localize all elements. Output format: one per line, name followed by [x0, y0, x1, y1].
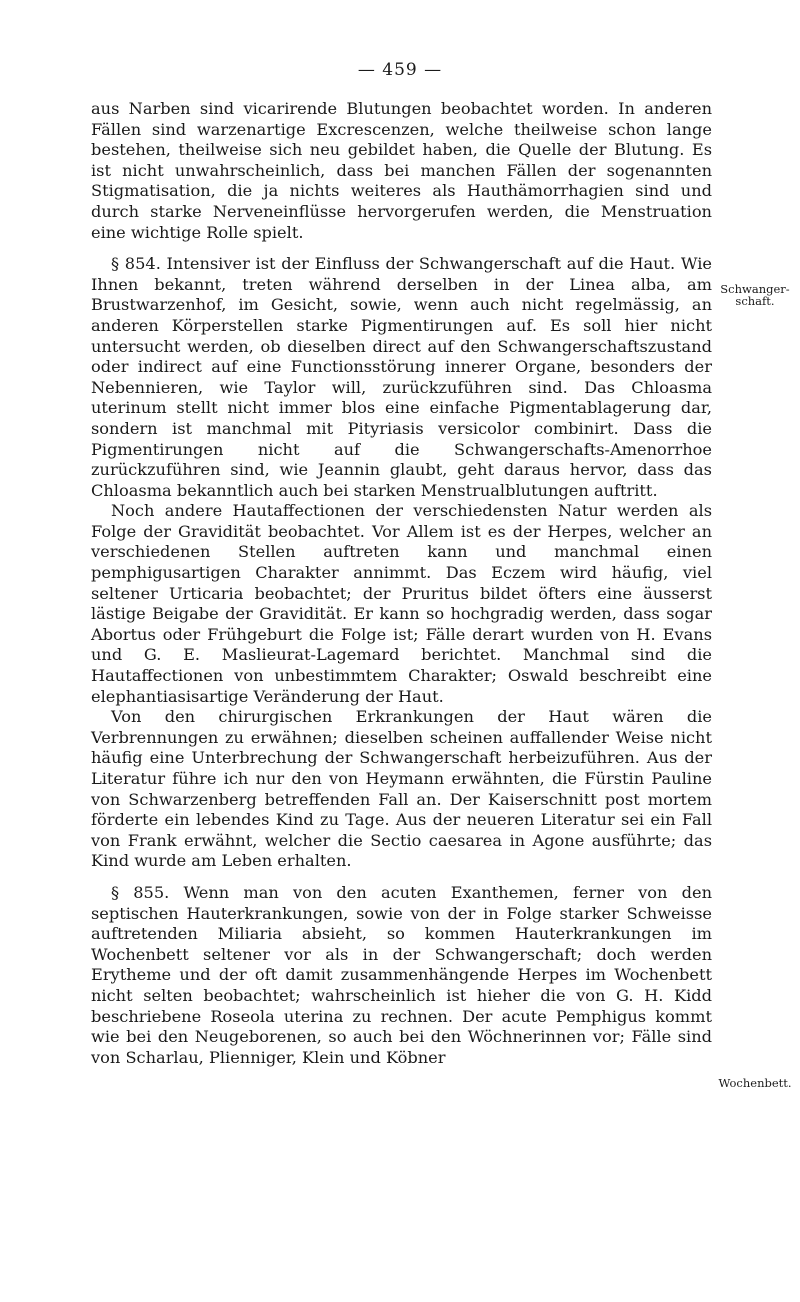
paragraph: Noch andere Hautaffectionen der verschiedensten Natur werden als Folge der Gravidität beobachtet. Vor Allem ist es der Herpes, welcher an verschiedenen Stellen auftreten kann und manchmal einen pemphigusartigen Charakter annimmt. Das Eczem wird häufig, viel seltener Urticaria beobachtet; der Pruritus bildet öfters eine äusserst lästige Beigabe der Gravidität. Er kann so hochgradig werden, dass sogar Abortus oder Frühgeburt die Folge ist; Fälle derart wurden von H. Evans und G. E. Maslieurat-Lagemard berichtet. Manchmal sind die Hautaffectionen von unbestimmtem Charakter; Oswald beschreibt eine elephantiasisartige Veränderung der Haut. — [91, 501, 712, 706]
margin-note-wochenbett: Wochenbett. — [718, 1076, 792, 1090]
body-text — [91, 99, 712, 1068]
paragraph: Von den chirurgischen Erkrankungen der Haut wären die Verbrennungen zu erwähnen; dieselben scheinen auffallender Weise nicht häufig eine Unterbrechung der Schwangerschaft herbeizuführen. Aus der Literatur führe ich nur den von Heymann erwähnten, die Fürstin Pauline von Schwarzenberg betreffenden Fall an. Der Kaiserschnitt post mortem förderte ein lebendes Kind zu Tage. Aus der neueren Literatur sei ein Fall von Frank erwähnt, welcher die Sectio caesarea in Agone ausführte; das Kind wurde am Leben erhalten. — [91, 707, 712, 871]
margin-note-schwangerschaft: Schwanger-schaft. — [720, 282, 790, 308]
page-number: — 459 — — [357, 60, 443, 80]
paragraph: aus Narben sind vicarirende Blutungen beobachtet worden. In anderen Fällen sind warzenartige Excrescenzen, welche theilweise schon lange bestehen, theilweise sich neu gebildet haben, die Quelle der Blutung. Es ist nicht unwahrscheinlich, dass bei manchen Fällen der sogenannten Stigmatisation, die ja nichts weiteres als Hauthämorrhagien sind und durch starke Nerveneinflüsse hervorgerufen werden, die Menstruation eine wichtige Rolle spielt. — [91, 99, 712, 242]
paragraph-section-855: § 855. Wenn man von den acuten Exanthemen, ferner von den septischen Hauterkrankungen, sowie von der in Folge starker Schweisse auftretenden Miliaria absieht, so kommen Hauterkrankungen im Wochenbett seltener vor als in der Schwangerschaft; doch werden Erytheme und der oft damit zusammenhängende Herpes im Wochenbett nicht selten beobachtet; wahrscheinlich ist hieher die von G. H. Kidd beschriebene Roseola uterina zu rechnen. Der acute Pemphigus kommt wie bei den Neugeborenen, so auch bei den Wöchnerinnen vor; Fälle sind von Scharlau, Plienniger, Klein und Köbner — [91, 882, 712, 1067]
paragraph-section-854: § 854. Intensiver ist der Einfluss der Schwangerschaft auf die Haut. Wie Ihnen bekannt, treten während derselben in der Linea alba, am Brustwarzenhof, im Gesicht, sowie, wenn auch nicht regelmässig, an anderen Körperstellen starke Pigmentirungen auf. Es soll hier nicht untersucht werden, ob dieselben direct auf den Schwangerschaftszustand oder indirect auf eine Functionsstörung innerer Organe, besonders der Nebennieren, wie Taylor will, zurückzuführen sind. Das Chloasma uterinum stellt nicht immer blos eine einfache Pigmentablagerung dar, sondern ist manchmal mit Pityriasis versicolor combinirt. Dass die Pigmentirungen nicht auf die Schwangerschafts-Amenorrhoe zurückzuführen sind, wie Jeannin glaubt, geht daraus hervor, dass das Chloasma bekanntlich auch bei starken Menstrualblutungen auftritt. — [91, 254, 712, 500]
